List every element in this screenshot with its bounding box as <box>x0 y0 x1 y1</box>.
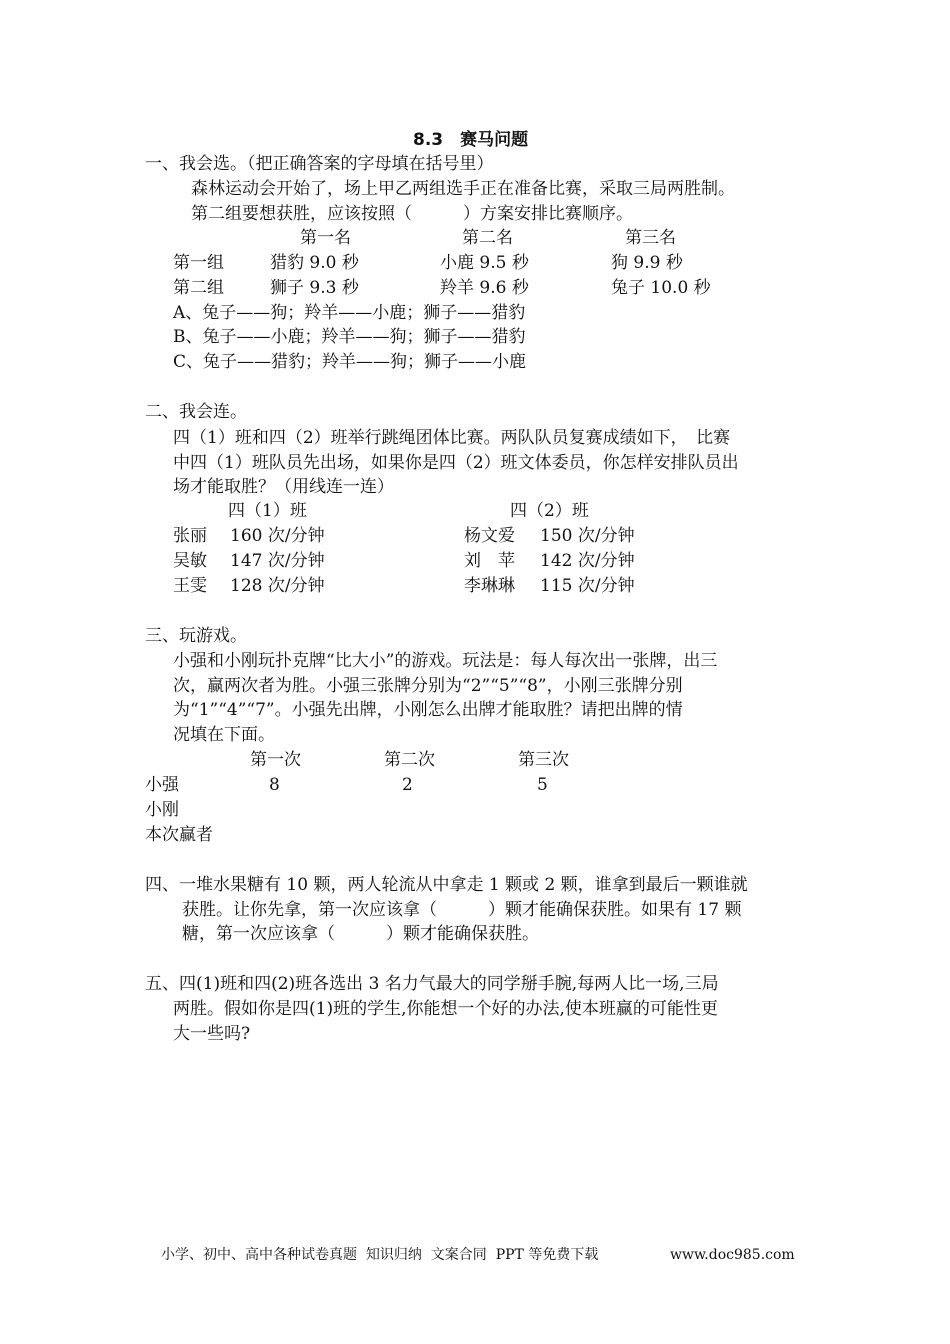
q1-col-header: 第一名 <box>300 228 351 248</box>
q3-line: 况填在下面。 <box>173 725 275 745</box>
q3-row-label: 本次赢者 <box>145 825 213 845</box>
q2-right-header: 四（2）班 <box>510 501 589 521</box>
q3-row-label: 小刚 <box>145 800 179 820</box>
q2-right-score: 150 次/分钟 <box>540 526 635 546</box>
q1-cell: 兔子 10.0 秒 <box>611 278 711 298</box>
q5-line: 两胜。假如你是四(1)班的学生,你能想一个好的办法,使本班赢的可能性更 <box>173 999 718 1019</box>
q5-line: 五、四(1)班和四(2)班各选出 3 名力气最大的同学掰手腕,每两人比一场,三局 <box>145 974 719 994</box>
q5-line: 大一些吗? <box>173 1024 251 1044</box>
footer-text: 小学、初中、高中各种试卷真题 知识归纳 文案合同 PPT 等免费下载 <box>161 1247 599 1263</box>
q2-left-score: 147 次/分钟 <box>230 551 325 571</box>
q3-line: 小强和小刚玩扑克牌“比大小”的游戏。玩法是：每人每次出一张牌，出三 <box>173 651 718 671</box>
q3-col-header: 第一次 <box>250 750 301 770</box>
q3-line: 为“1”“4”“7”。小强先出牌，小刚怎么出牌才能取胜？请把出牌的情 <box>173 700 683 720</box>
q1-cell: 猎豹 9.0 秒 <box>270 253 359 273</box>
q2-left-score: 160 次/分钟 <box>230 526 325 546</box>
q2-heading: 二、我会连。 <box>145 402 247 422</box>
q1-row-label: 第二组 <box>173 278 224 298</box>
q1-option-a: A、兔子——狗；羚羊——小鹿；狮子——猎豹 <box>173 303 526 323</box>
q1-cell: 狗 9.9 秒 <box>611 253 683 273</box>
q3-cell: 2 <box>402 775 413 795</box>
q3-heading: 三、玩游戏。 <box>145 626 247 646</box>
q4-line: 糖，第一次应该拿（ ）颗才能确保获胜。 <box>182 924 539 944</box>
q3-cell: 5 <box>537 775 548 795</box>
q1-row-label: 第一组 <box>173 253 224 273</box>
q1-option-b: B、兔子——小鹿；羚羊——狗；狮子——猎豹 <box>173 327 526 347</box>
q2-left-name: 张丽 <box>173 526 207 546</box>
q2-line: 四（1）班和四（2）班举行跳绳团体比赛。两队队员复赛成绩如下， 比赛 <box>173 428 731 448</box>
page-title: 8.3 赛马问题 <box>413 130 529 150</box>
q2-line: 场才能取胜？（用线连一连） <box>173 477 394 497</box>
q3-cell: 8 <box>269 775 280 795</box>
q1-heading: 一、我会选。（把正确答案的字母填在括号里） <box>145 154 494 174</box>
q1-col-header: 第二名 <box>462 228 513 248</box>
q1-line: 第二组要想获胜，应该按照（ ）方案安排比赛顺序。 <box>191 204 633 224</box>
q2-left-name: 吴敏 <box>173 551 207 571</box>
q1-cell: 羚羊 9.6 秒 <box>440 278 529 298</box>
q2-right-name: 刘 苹 <box>464 551 515 571</box>
q4-line: 四、一堆水果糖有 10 颗，两人轮流从中拿走 1 颗或 2 颗，谁拿到最后一颗谁就 <box>145 875 748 895</box>
q1-cell: 小鹿 9.5 秒 <box>440 253 529 273</box>
q1-option-c: C、兔子——猎豹；羚羊——狗；狮子——小鹿 <box>173 352 527 372</box>
q4-line: 获胜。让你先拿，第一次应该拿（ ）颗才能确保获胜。如果有 17 颗 <box>182 900 742 920</box>
footer-url[interactable]: www.doc985.com <box>670 1247 795 1263</box>
q3-col-header: 第二次 <box>384 750 435 770</box>
q2-left-header: 四（1）班 <box>228 501 307 521</box>
q1-col-header: 第三名 <box>625 228 676 248</box>
q2-line: 中四（1）班队员先出场，如果你是四（2）班文体委员，你怎样安排队员出 <box>173 453 739 473</box>
q3-col-header: 第三次 <box>518 750 569 770</box>
q1-line: 森林运动会开始了，场上甲乙两组选手正在准备比赛，采取三局两胜制。 <box>191 179 735 199</box>
q2-right-score: 115 次/分钟 <box>540 576 635 596</box>
q2-right-name: 杨文爱 <box>464 526 515 546</box>
q2-right-name: 李琳琳 <box>464 576 515 596</box>
q2-right-score: 142 次/分钟 <box>540 551 635 571</box>
q1-cell: 狮子 9.3 秒 <box>270 278 359 298</box>
q2-left-score: 128 次/分钟 <box>230 576 325 596</box>
q3-row-label: 小强 <box>145 775 179 795</box>
q2-left-name: 王雯 <box>173 576 207 596</box>
q3-line: 次，赢两次者为胜。小强三张牌分别为“2”“5”“8”，小刚三张牌分别 <box>173 676 683 696</box>
